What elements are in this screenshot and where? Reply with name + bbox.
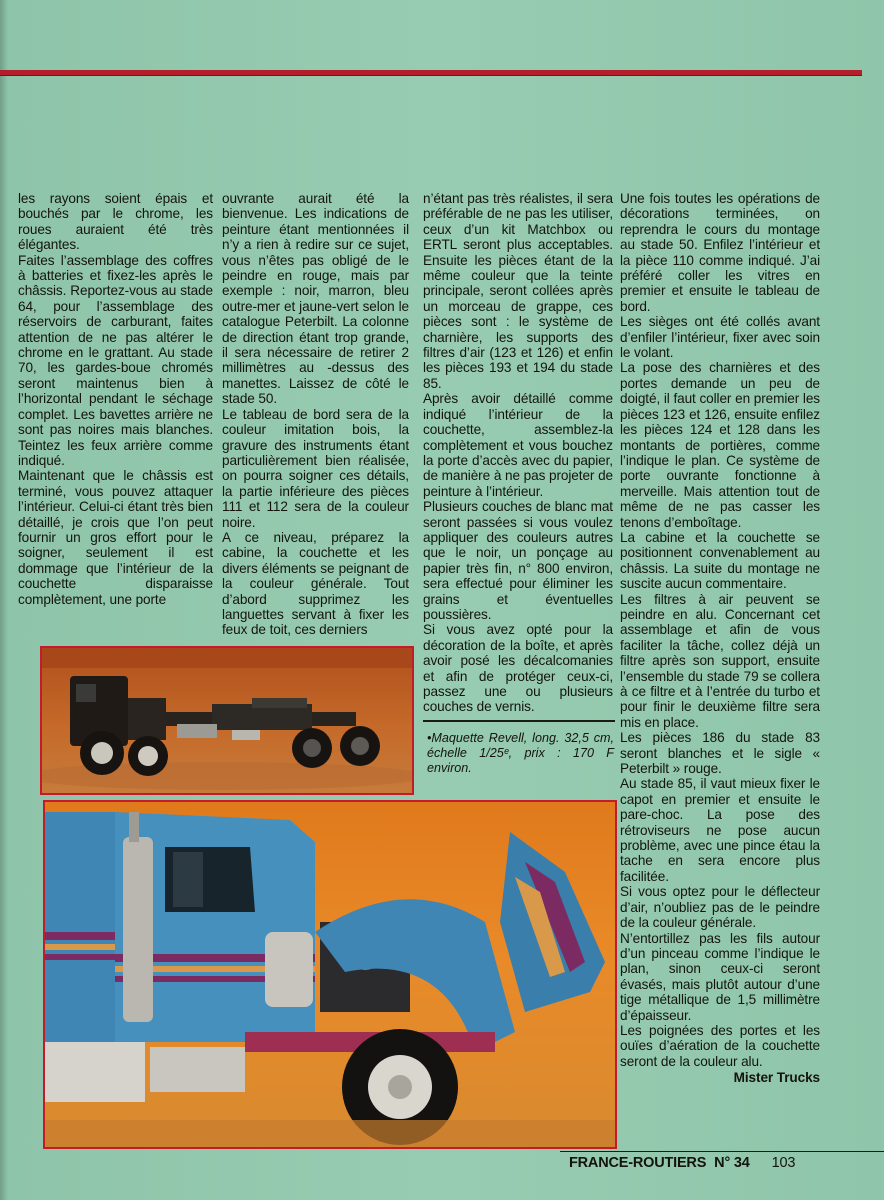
paragraph: N’entortillez pas les fils autour d’un pinceau comme l’indique le plan, sinon ceux-ci seront évasés, mais plutôt autour d’une tige métallique de 1,5 millimètre d’épaisseur. [620, 930, 820, 1023]
paragraph: Si vous avez opté pour la décoration de la boîte, et après avoir posé les décalcomanies et afin de protéger ceux-ci, passez une ou plusieurs couches de vernis. [423, 622, 613, 715]
paragraph: Les sièges ont été collés avant d’enfiler l’intérieur, fixer avec soin le volant. [620, 314, 820, 361]
text-column-1 [18, 191, 213, 607]
paragraph: Faites l’assemblage des coffres à batteries et fixez-les après le châssis. Reportez-vous au stade 64, pour l’assemblage des réservoirs de carburant, faites attention de ne pas altérer le chrome en le grattant. Au stade 70, les gardes-boue chromés seront maintenus bien à l’horizontal pendant le séchage complet. Les bavettes arrière ne sont pas noires mais blanches. Teintez les feux arrière comme indiqué. [18, 252, 213, 468]
paragraph: Plusieurs couches de blanc mat seront passées si vous voulez appliquer des couleurs autres que le noir, un ponçage au papier très fin, n° 800 environ, sera effectué pour éliminer les grains et éventuelles poussières. [423, 499, 613, 622]
paragraph: Au stade 85, il vaut mieux fixer le capot en premier et ensuite le pare-choc. La pose des rétroviseurs ne pose aucun problème, avec une pince étau la tache en sera encore plus facilitée. [620, 776, 820, 884]
text-column-2 [222, 191, 409, 638]
footer-rule [560, 1151, 884, 1152]
paragraph: n’étant pas très réalistes, il sera préférable de ne pas les utiliser, ceux d’un kit Matchbox ou ERTL seront plus acceptables. Ensuite les pièces étant de la même couleur que la teinte principale, seront collées après un morceau de grappe, ces pièces sont : le système de charnière, les supports des filtres d’air (123 et 126) et enfin les pièces 193 et 194 du stade 85. [423, 191, 613, 391]
top-red-rule [0, 70, 862, 76]
truck-engine-illustration [45, 802, 615, 1147]
page-footer [569, 1155, 795, 1171]
paragraph: Si vous optez pour le déflecteur d’air, n’oubliez pas de le peindre de la couleur générale. [620, 884, 820, 931]
paragraph: Une fois toutes les opérations de décorations terminées, on reprendra le cours du montage au stade 50. Enfilez l’intérieur et la pièce 110 comme indiqué. J’ai préféré coller les vitres en premier et ensuite le tableau de bord. [620, 191, 820, 314]
issue-number: N° 34 [714, 1155, 750, 1171]
text-column-3 [423, 191, 613, 715]
photo-caption: •Maquette Revell, long. 32,5 cm, échelle 1/25ᵉ, prix : 170 F environ. [427, 731, 614, 775]
paragraph: Les poignées des portes et les ouïes d’aération de la couchette seront de la couleur alu. [620, 1022, 820, 1069]
caption-divider [423, 720, 615, 722]
paragraph: La pose des charnières et des portes demande un peu de doigté, il faut coller en premier les pièces 123 et 126, ensuite enfilez les pièces 124 et 128 dans les montants de portières, comme l’indique le plan. Ce système de porte ouvrante fonctionne à merveille. Mais attention tout de même de ne pas casser les tenons d’emboîtage. [620, 360, 820, 530]
paragraph: Le tableau de bord sera de la couleur imitation bois, la gravure des instruments étant particulièrement bien réalisée, on pourra soigner ces détails, la partie inférieure des pièces 111 et 112 sera de la couleur noire. [222, 406, 409, 530]
truck-side-illustration [42, 648, 412, 793]
paragraph: Après avoir détaillé comme indiqué l’intérieur de la couchette, assemblez-la complètement et vous bouchez la porte d’accès avec du papier, de manière à ne pas projeter de peinture à l’intérieur. [423, 391, 613, 499]
text-column-4 [620, 191, 820, 1086]
paragraph: ouvrante aurait été la bienvenue. Les indications de peinture étant mentionnées il n’y a rien à redire sur ce sujet, vous n’êtes pas obligé de le peindre en rouge, mais par exemple : noir, marron, bleu outre-mer et jaune-vert selon le catalogue Peterbilt. La colonne de direction étant trop grande, il sera nécessaire de retirer 2 millimètres au -dessus des manettes. Laissez de côté le stade 50. [222, 191, 409, 407]
paragraph: Les pièces 186 du stade 83 seront blanches et le sigle « Peterbilt » rouge. [620, 730, 820, 777]
paragraph: Les filtres à air peuvent se peindre en alu. Concernant cet assemblage et afin de vous faciliter la tâche, collez déjà un filtre après son support, ensuite l’ensemble du stade 79 se collera à ce filtre et à l’entrée du turbo et pour finir le deuxième filtre sera mis en place. [620, 591, 820, 730]
paragraph: les rayons soient épais et bouchés par le chrome, les roues auraient été très élégantes. [18, 191, 213, 253]
paragraph: La cabine et la couchette se positionnent convenablement au châssis. La suite du montage ne suscite aucun commentaire. [620, 529, 820, 592]
paragraph: Maintenant que le châssis est terminé, vous pouvez attaquer l’intérieur. Celui-ci étant très bien détaillé, je crois que l’on peut fournir un gros effort pour le soigner, seulement il est dommage que l’intérieur de la couchette disparaisse complètement, une porte [18, 468, 213, 607]
author-byline: Mister Trucks [733, 1070, 820, 1086]
page-number: 103 [771, 1155, 796, 1171]
truck-side-photo [40, 646, 414, 795]
magazine-name: FRANCE-ROUTIERS [569, 1155, 707, 1171]
page-binding-shadow [0, 0, 8, 1200]
paragraph: A ce niveau, préparez la cabine, la couchette et les divers éléments se peignant de la couleur générale. Tout d’abord supprimez les languettes servant à fixer les feux de toit, ces derniers [222, 529, 409, 638]
truck-engine-photo [43, 800, 617, 1149]
